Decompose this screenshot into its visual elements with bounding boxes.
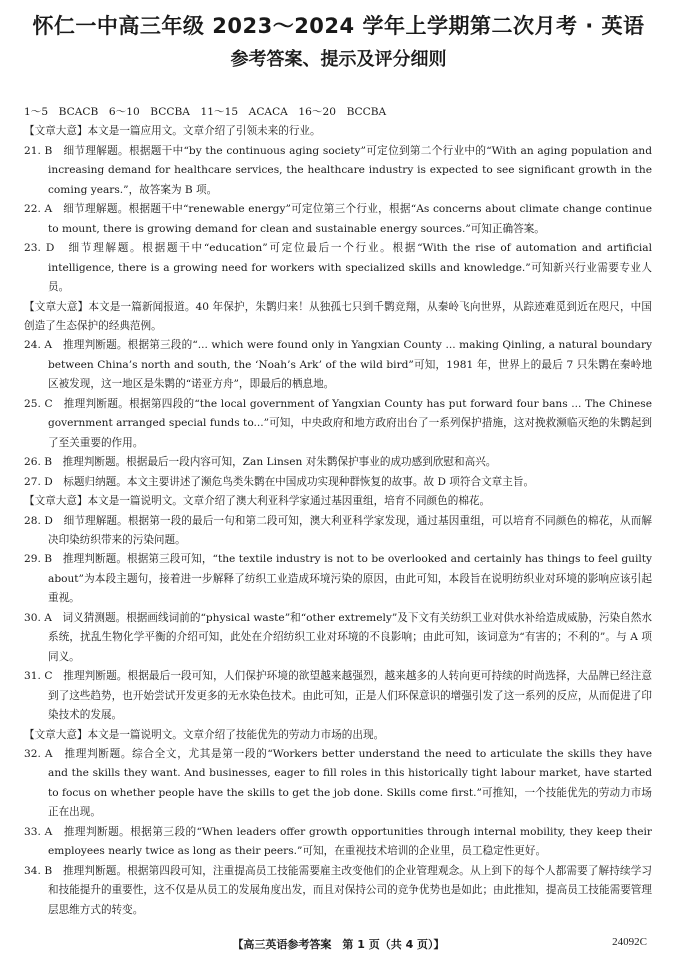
answer-item-22: 22. A 细节理解题。根据题干中“renewable energy”可定位第三个行业，根据“As concerns about climate change continue to mount, there is growing demand for clean and sustainable energy sources.”可知正确答案。 bbox=[24, 203, 652, 235]
answer-item-29: 29. B 推理判断题。根据第三段可知，“the textile industry is not to be overlooked and certainly has things to feel guilty about”为本段主题句，接着进一步解释了纺织工业造成环境污染的原因，由此可知，本段旨在说明纺织业对环境的影响应该引起重视。 bbox=[24, 553, 652, 605]
answer-item-21: 21. B 细节理解题。根据题干中“by the continuous aging society”可定位到第二个行业中的“With an aging population and increasing demand for healthcare services, the healthcare industry is expected to see significant growth in the coming years.”，故答案为 B 项。 bbox=[24, 144, 652, 196]
page-title: 怀仁一中高三年级 2023～2024 学年上学期第二次月考 · 英语 bbox=[32, 14, 645, 38]
answer-item-34: 34. B 推理判断题。根据第四段可知，注重提高员工技能需要雇主改变他们的企业管理观念。从上到下的每个人都需要了解持续学习和技能提升的重要性，这不仅是从员工的发展角度出发，而且对保持公司的竞争优势也是如此；由此推知，提高员工技能需要管理层思维方式的转变。 bbox=[24, 864, 652, 916]
page-footer bbox=[0, 936, 677, 954]
footer-page-info: 【高三英语参考答案 第 1 页（共 4 页）】 bbox=[232, 938, 445, 951]
answer-item-27: 27. D 标题归纳题。本文主要讲述了濒危鸟类朱鹮在中国成功实现种群恢复的故事。故 D 项符合文章主旨。 bbox=[24, 475, 535, 488]
answer-item-30: 30. A 词义猜测题。根据画线词前的“physical waste”和“other extremely”及下文有关纺织工业对供水补给造成威胁，污染自然水系统，扰乱生物化学平衡的介绍可知，此处在介绍纺织工业对环境的不良影响；由此可知，该词意为“有害的；不利的”。与 A 项同义。 bbox=[24, 611, 652, 663]
passage-summary: 【文章大意】本文是一篇应用文。文章介绍了引领未来的行业。 bbox=[24, 125, 321, 138]
answer-item-25: 25. C 推理判断题。根据第四段的“the local government of Yangxian County has put forward four bans ... The Chinese government arranged special funds to...”可知，中央政府和地方政府出台了一系列保护措施，这对挽救濒临灭绝的朱鹮起到了至关重要的作用。 bbox=[24, 397, 652, 449]
passage-summary: 【文章大意】本文是一篇新闻报道。40 年保护，朱鹮归来！从独孤七只到千鹮竞翔，从秦岭飞向世界，从踪迹难觅到近在咫尺，中国创造了生态保护的经典范例。 bbox=[24, 300, 652, 332]
passage-summary: 【文章大意】本文是一篇说明文。文章介绍了技能优先的劳动力市场的出现。 bbox=[24, 728, 385, 741]
answer-item-31: 31. C 推理判断题。根据最后一段可知，人们保护环境的欲望越来越强烈，越来越多的人转向更可持续的时尚选择，大品牌已经注意到了这些趋势，也开始尝试开发更多的无水染色技术。由此可知，正是人们环保意识的增强引发了这一系列的反应，从而促进了印染技术的发展。 bbox=[24, 670, 652, 722]
answer-summary-line: 1～5 BCACB 6～10 BCCBA 11～15 ACACA 16～20 BCCBA bbox=[24, 106, 387, 118]
answer-item-32: 32. A 推理判断题。综合全文，尤其是第一段的“Workers better understand the need to articulate the skills they have and the skills they want. And businesses, eager to fill roles in this historically tight labour market, have started to focus on whether people have the skills to get the job done. Skills come first.”可推知，一个技能优先的劳动力市场正在出现。 bbox=[24, 747, 652, 819]
answer-item-24: 24. A 推理判断题。根据第三段的“... which were found only in Yangxian County ... making Qinling, a natural boundary between China’s north and south, the ‘Noah’s Ark’ of the wild bird”可知，1981 年，世界上的最后 7 只朱鹮在秦岭地区被发现，这一地区是朱鹮的“诺亚方舟”，即最后的栖息地。 bbox=[24, 339, 652, 391]
answer-item-33: 33. A 推理判断题。根据第三段的“When leaders offer growth opportunities through internal mobility, they keep their employees nearly twice as long as their peers.”可知，在重视技术培训的企业里，员工稳定性更好。 bbox=[24, 825, 652, 858]
answer-item-28: 28. D 细节理解题。根据第一段的最后一句和第二段可知，澳大利亚科学家发现，通过基因重组，可以培育不同颜色的棉花，从而解决印染纺织带来的污染问题。 bbox=[24, 514, 652, 546]
page-subtitle: 参考答案、提示及评分细则 bbox=[230, 49, 447, 70]
answer-item-26: 26. B 推理判断题。根据最后一段内容可知，Zan Linsen 对朱鹮保护事业的成功感到欣慰和高兴。 bbox=[24, 456, 497, 469]
passage-summary: 【文章大意】本文是一篇说明文。文章介绍了澳大利亚科学家通过基因重组，培育不同颜色的棉花。 bbox=[24, 495, 491, 508]
answer-item-23: 23. D 细节理解题。根据题干中“education”可定位最后一个行业。根据“With the rise of automation and artificial intelligence, there is a growing need for workers with specialized skills and knowledge.”可知新兴行业需要专业人员。 bbox=[24, 242, 652, 294]
footer-code: 24092C bbox=[612, 936, 647, 948]
answer-body bbox=[24, 103, 652, 920]
